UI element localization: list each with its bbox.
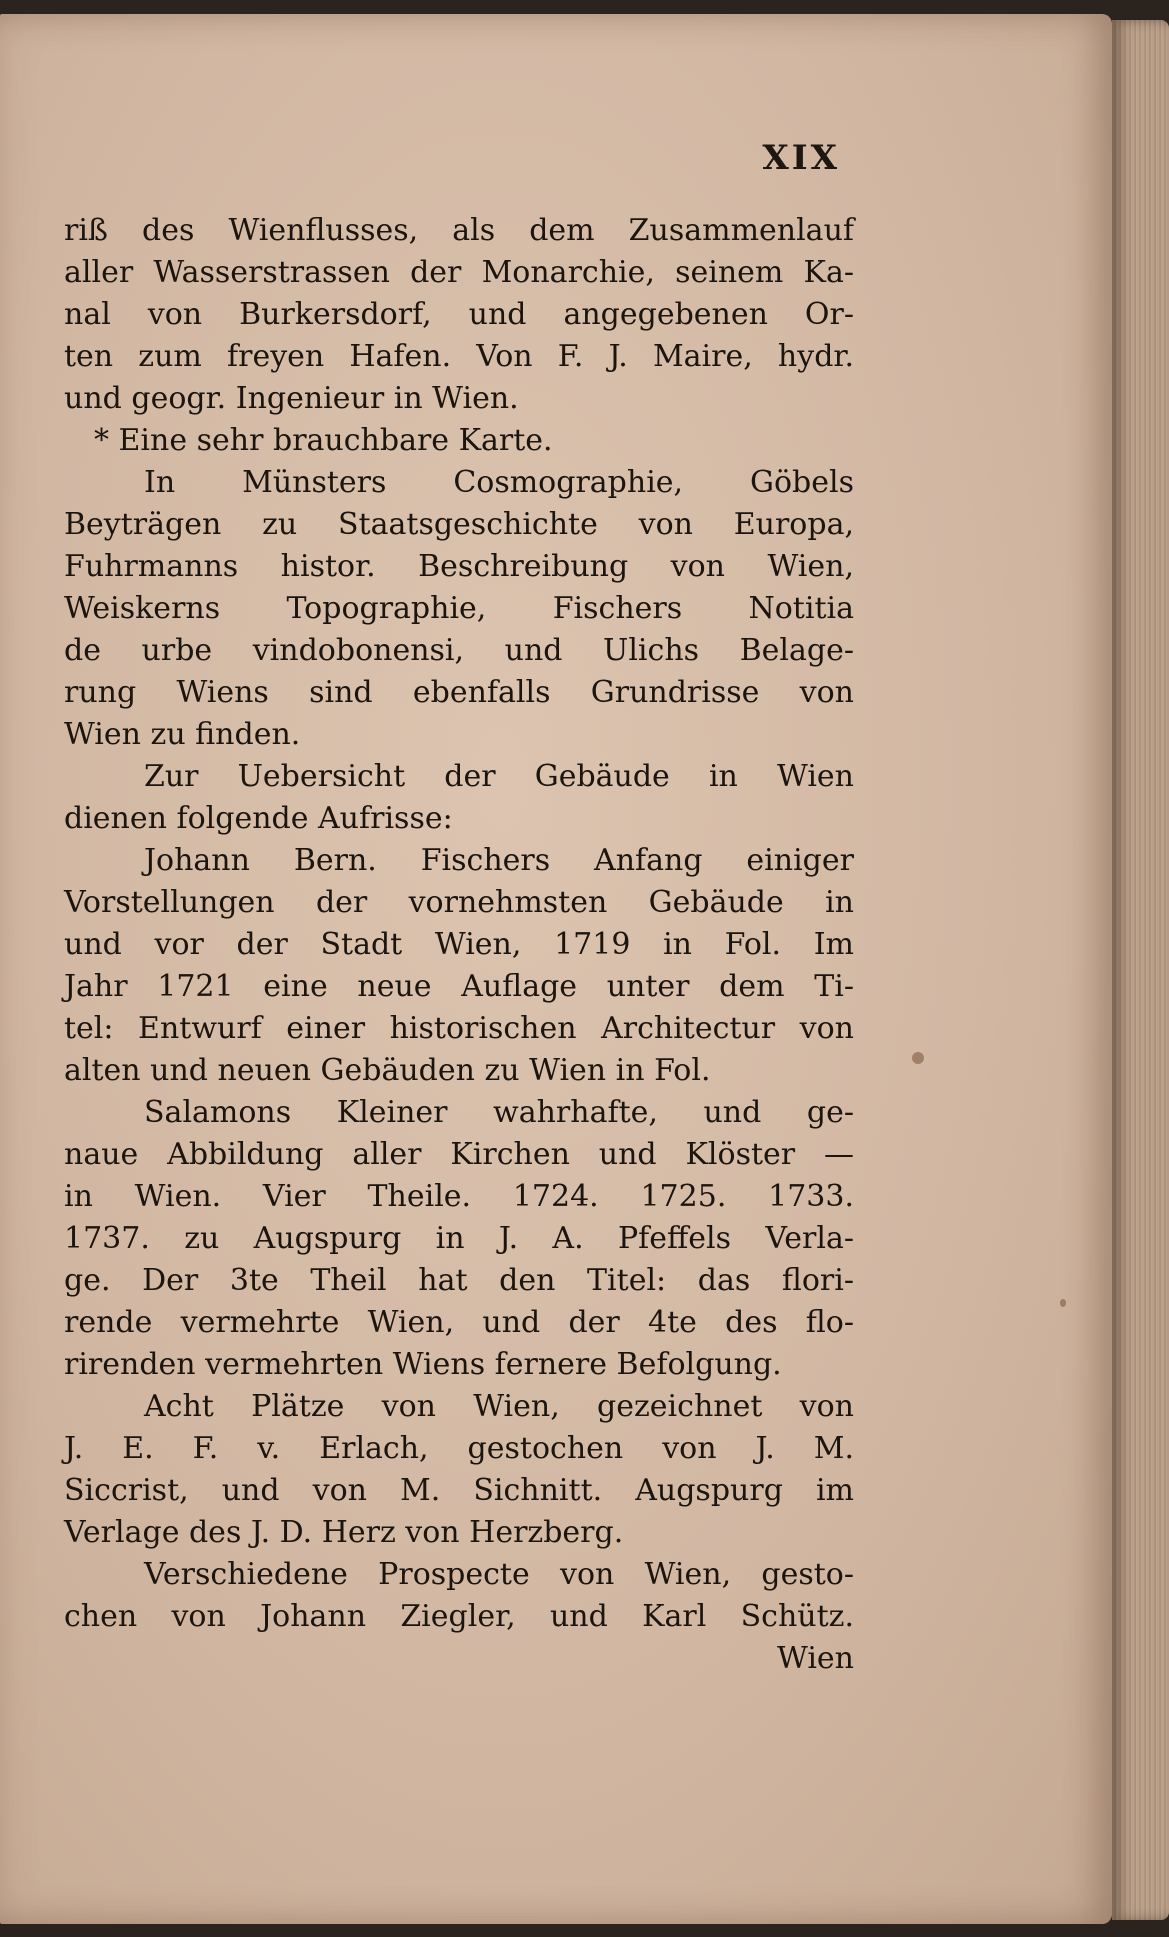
text-line: Acht Plätze von Wien, gezeichnet von bbox=[144, 1389, 854, 1424]
text-line: Fuhrmanns histor. Beschreibung von Wien, bbox=[64, 549, 854, 584]
text-line: aller Wasserstrassen der Monarchie, seinem Ka- bbox=[64, 255, 854, 290]
text-line: Salamons Kleiner wahrhafte, und ge- bbox=[144, 1095, 854, 1130]
text-line: naue Abbildung aller Kirchen und Klöster — bbox=[64, 1137, 854, 1172]
text-line: rung Wiens sind ebenfalls Grundrisse von bbox=[64, 675, 854, 710]
text-line: Siccrist, und von M. Sichnitt. Augspurg im bbox=[64, 1473, 854, 1508]
text-line: Beyträgen zu Staatsgeschichte von Europa, bbox=[64, 507, 854, 542]
text-line: chen von Johann Ziegler, und Karl Schütz. bbox=[64, 1599, 854, 1634]
text-line: rirenden vermehrten Wiens fernere Befolgung. bbox=[64, 1347, 782, 1382]
text-line: Verschiedene Prospecte von Wien, gesto- bbox=[144, 1557, 854, 1592]
catchword: Wien bbox=[777, 1641, 854, 1676]
foxing-spot bbox=[1060, 1299, 1066, 1307]
text-line: Weiskerns Topographie, Fischers Notitia bbox=[64, 591, 854, 626]
text-line: ten zum freyen Hafen. Von F. J. Maire, hydr. bbox=[64, 339, 854, 374]
page-block-edge bbox=[1112, 20, 1169, 1920]
text-line: Vorstellungen der vornehmsten Gebäude in bbox=[64, 885, 854, 920]
text-line: alten und neuen Gebäuden zu Wien in Fol. bbox=[64, 1053, 711, 1088]
text-line: Verlage des J. D. Herz von Herzberg. bbox=[64, 1515, 624, 1550]
text-line: 1737. zu Augspurg in J. A. Pfeffels Verla- bbox=[64, 1221, 854, 1256]
text-line: de urbe vindobonensi, und Ulichs Belage- bbox=[64, 633, 854, 668]
text-line: Zur Uebersicht der Gebäude in Wien bbox=[144, 759, 854, 794]
text-line: tel: Entwurf einer historischen Architectur von bbox=[64, 1011, 854, 1046]
foxing-spot bbox=[912, 1052, 924, 1064]
text-line: In Münsters Cosmographie, Göbels bbox=[144, 465, 854, 500]
note-line: * Eine sehr brauchbare Karte. bbox=[94, 423, 553, 458]
text-line: in Wien. Vier Theile. 1724. 1725. 1733. bbox=[64, 1179, 854, 1214]
page-number: XIX bbox=[762, 138, 840, 178]
text-line: J. E. F. v. Erlach, gestochen von J. M. bbox=[64, 1431, 854, 1466]
text-line: rende vermehrte Wien, und der 4te des flo- bbox=[64, 1305, 854, 1340]
text-line: riß des Wienflusses, als dem Zusammenlauf bbox=[64, 213, 854, 248]
text-line: Johann Bern. Fischers Anfang einiger bbox=[144, 843, 854, 878]
text-line: Wien zu finden. bbox=[64, 717, 301, 752]
text-line: und geogr. Ingenieur in Wien. bbox=[64, 381, 519, 416]
text-line: und vor der Stadt Wien, 1719 in Fol. Im bbox=[64, 927, 854, 962]
text-line: ge. Der 3te Theil hat den Titel: das flori- bbox=[64, 1263, 854, 1298]
text-line: nal von Burkersdorf, und angegebenen Or- bbox=[64, 297, 854, 332]
text-line: dienen folgende Aufrisse: bbox=[64, 801, 453, 836]
text-line: Jahr 1721 eine neue Auflage unter dem Ti- bbox=[64, 969, 854, 1004]
